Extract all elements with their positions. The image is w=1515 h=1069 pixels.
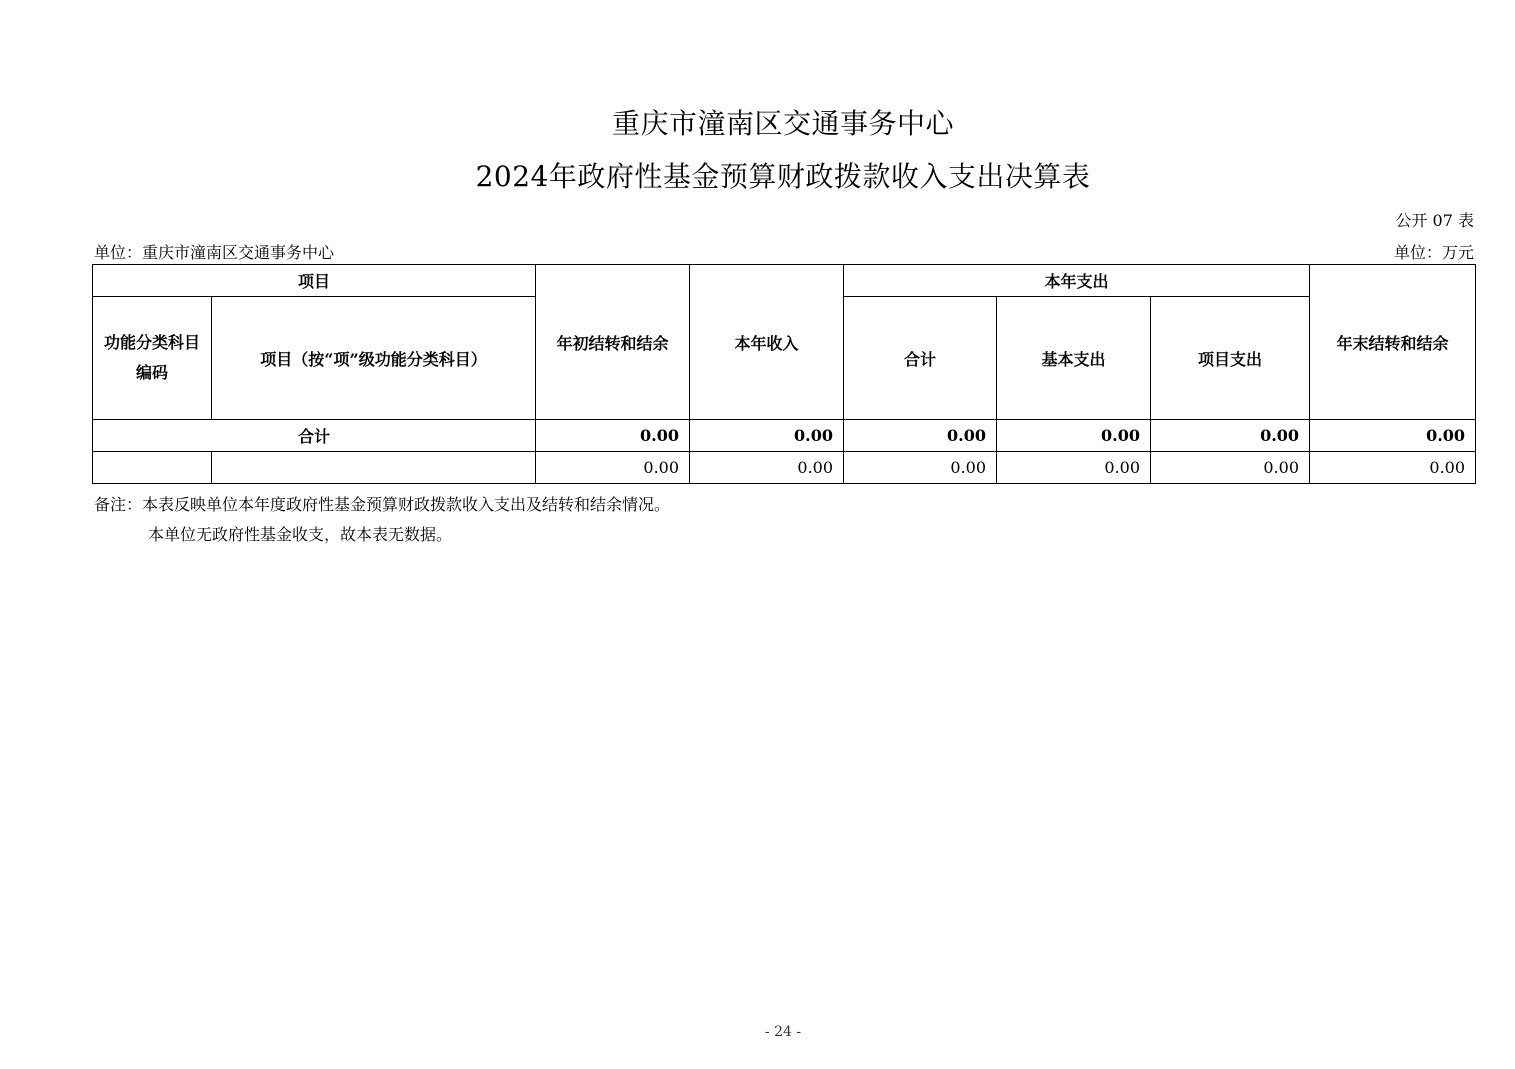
header-project-expense: 项目支出 xyxy=(1151,297,1310,420)
header-expense-total: 合计 xyxy=(844,297,997,420)
page-number: - 24 - xyxy=(764,1024,802,1040)
header-code: 功能分类科目编码 xyxy=(93,297,212,420)
total-end: 0.00 xyxy=(1310,420,1476,452)
header-income: 本年收入 xyxy=(690,265,844,420)
row-income: 0.00 xyxy=(690,452,844,484)
form-number: 公开 07 表 xyxy=(1395,211,1474,230)
header-begin-balance: 年初结转和结余 xyxy=(536,265,690,420)
row-begin: 0.00 xyxy=(536,452,690,484)
total-row xyxy=(93,420,1476,452)
total-begin: 0.00 xyxy=(536,420,690,452)
row-end: 0.00 xyxy=(1310,452,1476,484)
header-name: 项目（按“项”级功能分类科目） xyxy=(212,297,536,420)
total-expense-total: 0.00 xyxy=(844,420,997,452)
header-row-1 xyxy=(93,265,1476,297)
currency-unit-label: 单位：万元 xyxy=(1393,243,1474,262)
total-label: 合计 xyxy=(93,420,536,452)
budget-table xyxy=(92,264,1476,484)
row-project: 0.00 xyxy=(1151,452,1310,484)
header-basic-expense: 基本支出 xyxy=(997,297,1151,420)
note-line-1: 备注：本表反映单位本年度政府性基金预算财政拨款收入支出及结转和结余情况。 xyxy=(94,495,671,514)
total-project: 0.00 xyxy=(1151,420,1310,452)
row-name xyxy=(212,452,536,484)
unit-label: 单位：重庆市潼南区交通事务中心 xyxy=(94,243,335,262)
row-expense-total: 0.00 xyxy=(844,452,997,484)
note-line-2: 本单位无政府性基金收支，故本表无数据。 xyxy=(148,525,453,544)
page-title: 重庆市潼南区交通事务中心 xyxy=(611,107,954,140)
header-item: 项目 xyxy=(93,265,536,297)
report-subtitle: 2024年政府性基金预算财政拨款收入支出决算表 xyxy=(475,160,1091,193)
header-expense: 本年支出 xyxy=(844,265,1310,297)
row-basic: 0.00 xyxy=(997,452,1151,484)
total-basic: 0.00 xyxy=(997,420,1151,452)
row-code xyxy=(93,452,212,484)
table-row xyxy=(93,452,1476,484)
total-income: 0.00 xyxy=(690,420,844,452)
header-end-balance: 年末结转和结余 xyxy=(1310,265,1476,420)
